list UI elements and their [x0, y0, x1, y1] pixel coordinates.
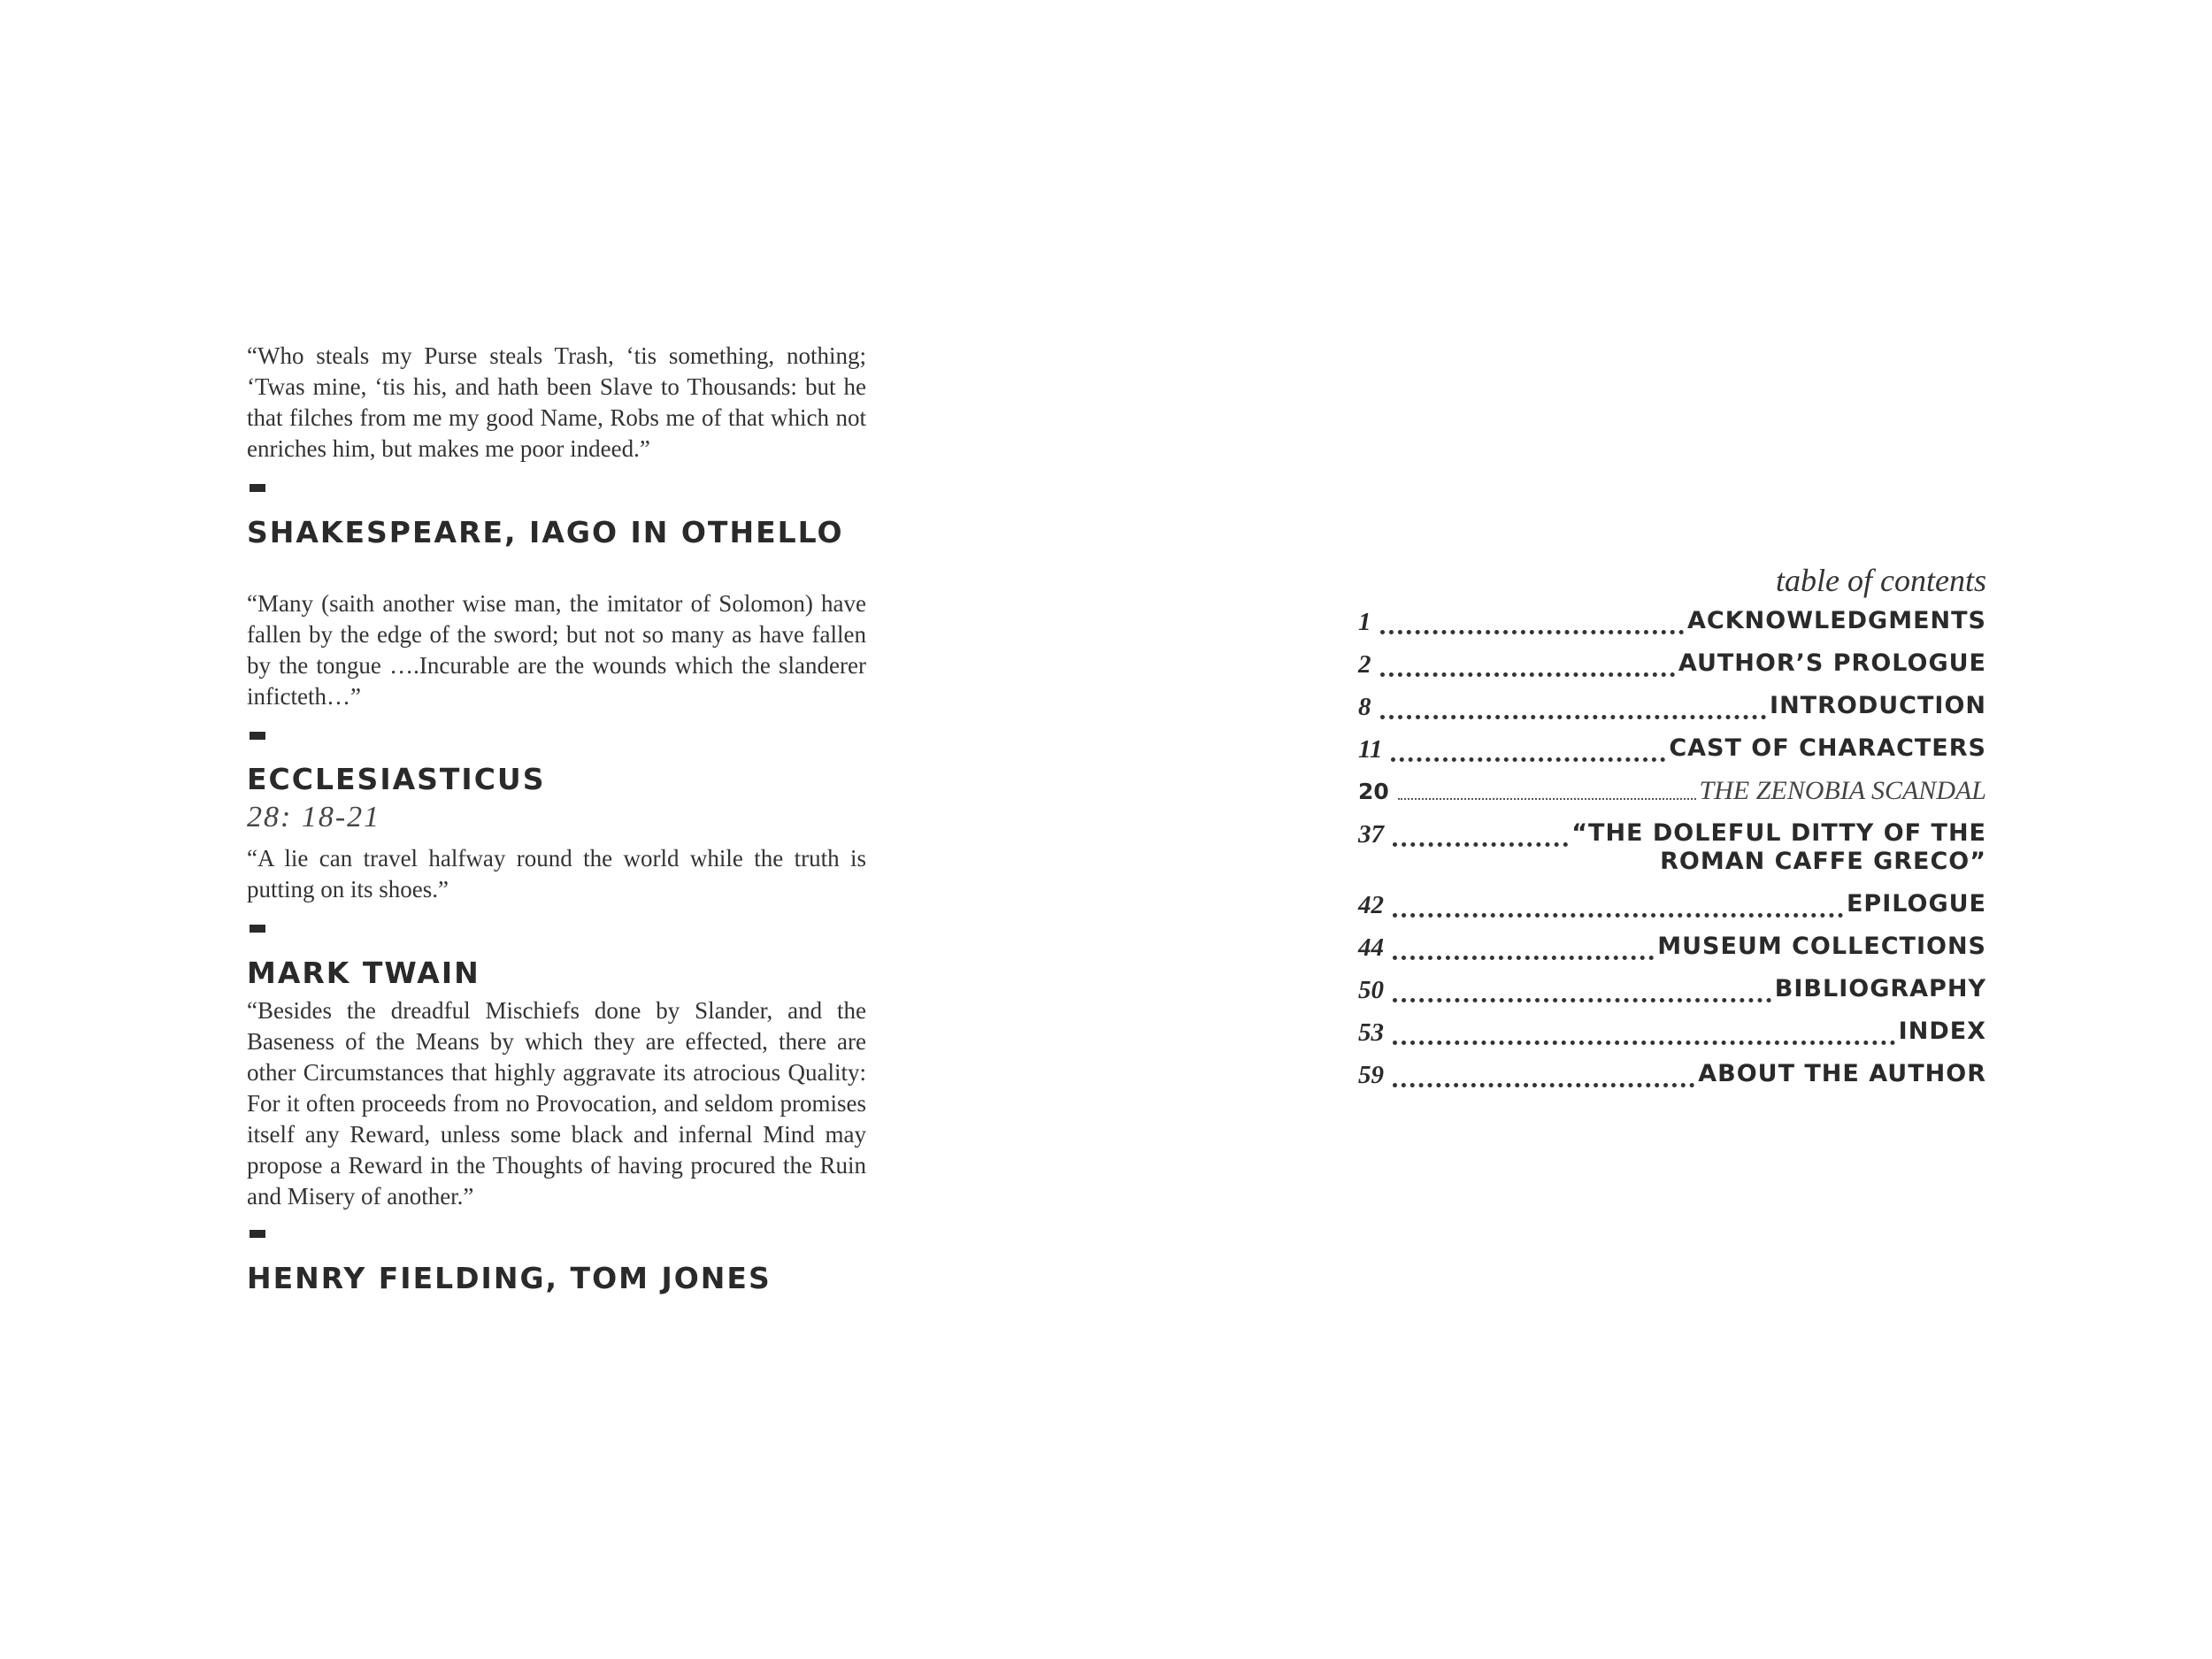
- toc-entry-acknowledgments[interactable]: [1358, 607, 1986, 649]
- toc-heading: table of contents: [1776, 563, 1986, 598]
- toc-page-number: 53: [1358, 1018, 1384, 1047]
- toc-title: BIBLIOGRAPHY: [1774, 975, 1986, 1002]
- toc-leader-dots: [1393, 887, 1843, 918]
- toc-page-number: 2: [1358, 650, 1371, 679]
- epigraph-attribution: ECCLESIASTICUS: [247, 762, 546, 796]
- toc-page-number: 42: [1358, 891, 1384, 919]
- table-of-contents: [1358, 559, 1986, 1102]
- toc-leader-dots: [1393, 929, 1654, 960]
- toc-leader-dots: [1393, 972, 1771, 1002]
- epigraph-verse-reference: 28: 18-21: [247, 801, 381, 833]
- epigraph-attribution: SHAKESPEARE, IAGO IN OTHELLO: [247, 515, 844, 549]
- toc-leader-dots: [1391, 731, 1665, 762]
- epigraph-shakespeare: [247, 341, 866, 549]
- toc-entry-doleful-ditty[interactable]: [1358, 819, 1986, 890]
- toc-entry-authors-prologue[interactable]: [1358, 649, 1986, 692]
- toc-title: EPILOGUE: [1846, 890, 1986, 918]
- toc-entry-bibliography[interactable]: [1358, 975, 1986, 1018]
- epigraph-mark-twain: [247, 843, 866, 990]
- toc-page-number: 59: [1358, 1061, 1384, 1089]
- toc-leader-dots: [1380, 688, 1767, 719]
- toc-entry-introduction[interactable]: [1358, 692, 1986, 734]
- toc-page-number: 50: [1358, 976, 1384, 1004]
- toc-title: INDEX: [1898, 1018, 1986, 1045]
- toc-leader-dots: [1393, 1056, 1694, 1087]
- epigraph-quote: “A lie can travel halfway round the world while the truth is putting on its shoes.”: [247, 845, 866, 902]
- toc-title-line-2: ROMAN CAFFE GRECO”: [1660, 848, 1986, 875]
- toc-page-number: 11: [1358, 735, 1383, 764]
- epigraph-dash: [250, 925, 265, 933]
- toc-title: INTRODUCTION: [1770, 692, 1986, 719]
- epigraph-henry-fielding: [247, 995, 866, 1295]
- epigraph-attribution: MARK TWAIN: [247, 956, 480, 990]
- toc-title: THE ZENOBIA SCANDAL: [1699, 776, 1986, 805]
- toc-title: CAST OF CHARACTERS: [1669, 734, 1986, 762]
- toc-leader-dots: [1393, 816, 1568, 847]
- toc-title: ACKNOWLEDGMENTS: [1687, 607, 1986, 634]
- toc-page-number: 8: [1358, 693, 1371, 721]
- toc-page-number: 1: [1358, 608, 1371, 636]
- epigraph-attribution: HENRY FIELDING, TOM JONES: [247, 1261, 772, 1295]
- toc-entry-zenobia-scandal[interactable]: [1358, 777, 1986, 819]
- epigraph-dash: [250, 484, 265, 492]
- toc-title: AUTHOR’S PROLOGUE: [1678, 649, 1986, 677]
- toc-entry-epilogue[interactable]: [1358, 890, 1986, 933]
- toc-title: MUSEUM COLLECTIONS: [1657, 933, 1986, 960]
- epigraph-dash: [250, 732, 265, 740]
- epigraph-quote: “Who steals my Purse steals Trash, ‘tis something, nothing; ‘Twas mine, ‘tis his, and hath been Slave to Thousands: but he that filches from me my good Name, Robs me of that which not enriches him, but makes me poor indeed.”: [247, 342, 866, 462]
- epigraph-quote: “Many (saith another wise man, the imitator of Solomon) have fallen by the edge of the sword; but not so many as have fallen by the tongue ….Incurable are the wounds which the slanderer inficteth…”: [247, 590, 866, 710]
- toc-page-number: 20: [1358, 779, 1389, 804]
- toc-page-number: 44: [1358, 933, 1384, 962]
- toc-list: [1358, 607, 1986, 1102]
- toc-page-number: 37: [1358, 820, 1384, 849]
- toc-title: ABOUT THE AUTHOR: [1698, 1060, 1986, 1087]
- toc-leader-dots: [1380, 603, 1685, 634]
- toc-title-line-1: “THE DOLEFUL DITTY OF THE: [1571, 819, 1986, 847]
- toc-entry-about-the-author[interactable]: [1358, 1060, 1986, 1102]
- toc-title: [1571, 819, 1986, 876]
- epigraph-ecclesiasticus: [247, 588, 866, 833]
- epigraph-dash: [250, 1230, 265, 1238]
- toc-entry-museum-collections[interactable]: [1358, 933, 1986, 975]
- epigraph-quote: “Besides the dreadful Mischiefs done by Slander, and the Baseness of the Means by which they are effected, there are other Circumstances that highly aggravate its atrocious Quality: For it often proceeds from no Provocation, and seldom promises itself any Reward, unless some black and infernal Mind may propose a Reward in the Thoughts of having procured the Ruin and Misery of another.”: [247, 997, 866, 1210]
- toc-leader-dots: [1380, 646, 1675, 677]
- toc-leader-dots: [1393, 1014, 1895, 1045]
- toc-entry-index[interactable]: [1358, 1018, 1986, 1060]
- toc-entry-cast-of-characters[interactable]: [1358, 734, 1986, 777]
- toc-leader-dots: [1398, 772, 1696, 800]
